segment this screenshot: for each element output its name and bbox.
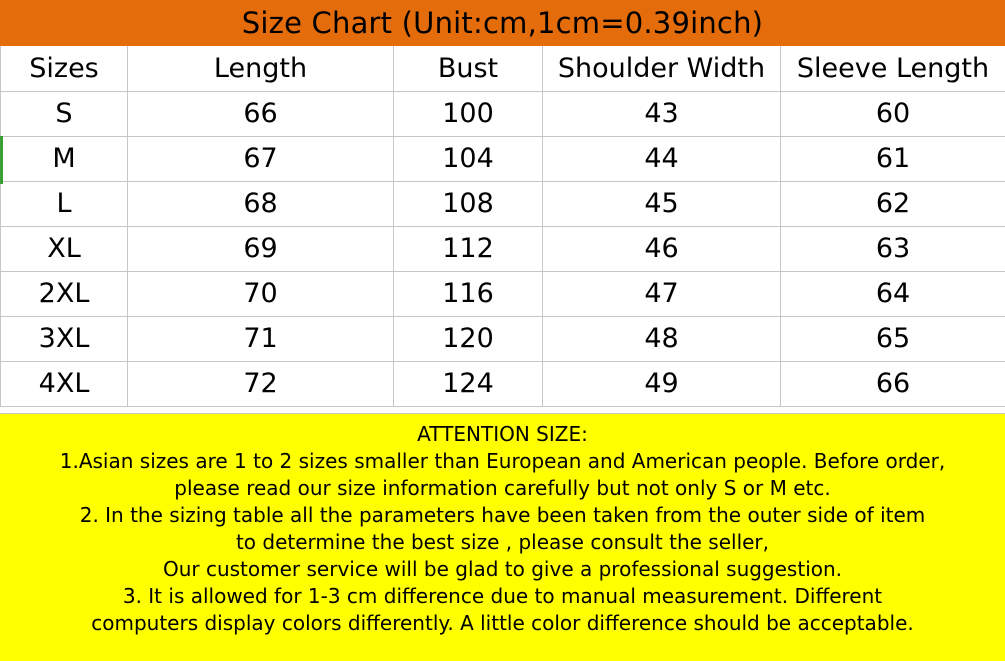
table-row: [1, 91, 1005, 136]
cell-size: S: [1, 91, 128, 136]
size-table: [0, 46, 1005, 407]
cell-bust: 104: [394, 136, 543, 181]
cell-shoulder-width: 45: [543, 181, 781, 226]
notice-line: computers display colors differently. A little color difference should be acceptable.: [91, 611, 914, 635]
header-sleeve-length: Sleeve Length: [781, 46, 1005, 91]
cell-size: 2XL: [1, 271, 128, 316]
table-row: [1, 271, 1005, 316]
cell-sleeve-length: 64: [781, 271, 1005, 316]
cell-sleeve-length: 60: [781, 91, 1005, 136]
notice-line: 2. In the sizing table all the parameters have been taken from the outer side of item: [79, 503, 926, 527]
cell-sleeve-length: 61: [781, 136, 1005, 181]
cell-size: 3XL: [1, 316, 128, 361]
cell-sleeve-length: 63: [781, 226, 1005, 271]
cell-length: 67: [128, 136, 394, 181]
cell-size: 4XL: [1, 361, 128, 406]
edge-marker: [0, 136, 3, 184]
header-bust: Bust: [394, 46, 543, 91]
notice-line: to determine the best size , please consult the seller,: [235, 530, 770, 554]
cell-size: L: [1, 181, 128, 226]
notice-heading: ATTENTION SIZE:: [417, 422, 588, 446]
cell-bust: 108: [394, 181, 543, 226]
cell-bust: 116: [394, 271, 543, 316]
size-chart-title: Size Chart (Unit:cm,1cm=0.39inch): [0, 0, 1005, 46]
cell-length: 68: [128, 181, 394, 226]
cell-shoulder-width: 43: [543, 91, 781, 136]
cell-size: XL: [1, 226, 128, 271]
cell-shoulder-width: 44: [543, 136, 781, 181]
notice-line: 1.Asian sizes are 1 to 2 sizes smaller than European and American people. Before order,: [59, 449, 946, 473]
cell-sleeve-length: 65: [781, 316, 1005, 361]
cell-shoulder-width: 47: [543, 271, 781, 316]
cell-bust: 112: [394, 226, 543, 271]
notice-line: 3. It is allowed for 1-3 cm difference due to manual measurement. Different: [122, 584, 883, 608]
cell-length: 69: [128, 226, 394, 271]
cell-bust: 124: [394, 361, 543, 406]
header-sizes: Sizes: [1, 46, 128, 91]
cell-shoulder-width: 46: [543, 226, 781, 271]
table-row: [1, 136, 1005, 181]
cell-length: 66: [128, 91, 394, 136]
cell-length: 72: [128, 361, 394, 406]
cell-length: 70: [128, 271, 394, 316]
cell-bust: 100: [394, 91, 543, 136]
cell-sleeve-length: 66: [781, 361, 1005, 406]
header-length: Length: [128, 46, 394, 91]
table-row: [1, 226, 1005, 271]
header-shoulder-width: Shoulder Width: [543, 46, 781, 91]
table-row: [1, 316, 1005, 361]
table-row: [1, 361, 1005, 406]
cell-shoulder-width: 49: [543, 361, 781, 406]
cell-length: 71: [128, 316, 394, 361]
cell-bust: 120: [394, 316, 543, 361]
notice-line: Our customer service will be glad to give a professional suggestion.: [162, 557, 843, 581]
cell-sleeve-length: 62: [781, 181, 1005, 226]
notice-line: please read our size information carefully but not only S or M etc.: [174, 476, 831, 500]
cell-shoulder-width: 48: [543, 316, 781, 361]
cell-size: M: [1, 136, 128, 181]
header-row: [1, 46, 1005, 91]
attention-notice: [0, 413, 1005, 661]
table-row: [1, 181, 1005, 226]
